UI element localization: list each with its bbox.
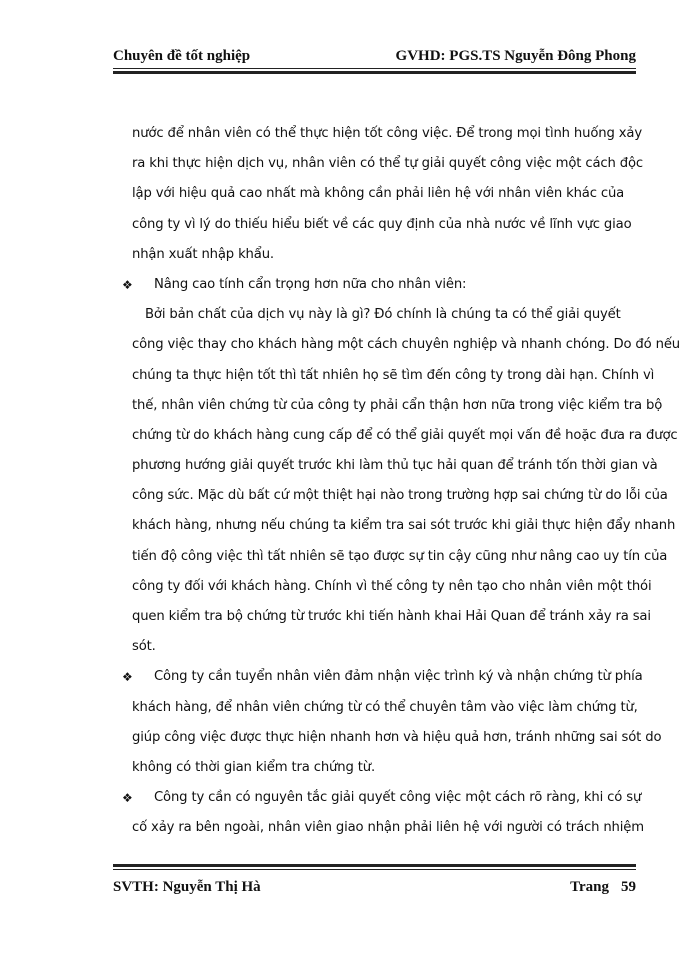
paragraph-line: công việc thay cho khách hàng một cách chuyên nghiệp và nhanh chóng. Do đó nếu [132,337,680,353]
body-line: ra khi thực hiện dịch vụ, nhân viên có thể tự giải quyết công việc một cách độc [132,156,643,172]
paragraph-line: Bởi bản chất của dịch vụ này là gì? Đó chính là chúng ta có thể giải quyết [145,307,621,323]
header-rule-thin [113,68,636,69]
bullet-continuation-line: không có thời gian kiểm tra chứng từ. [132,759,375,775]
bullet-continuation-line: giúp công việc được thực hiện nhanh hơn và hiệu quả hơn, tránh những sai sót do [132,729,662,745]
paragraph-line: công ty đối với khách hàng. Chính vì thế công ty nên tạo cho nhân viên một thói [132,578,652,594]
paragraph-line: thế, nhân viên chứng từ của công ty phải cẩn thận hơn nữa trong việc kiểm tra bộ [132,397,663,413]
bullet-item-3 [122,783,642,813]
bullet-text: Công ty cần tuyển nhân viên đảm nhận việc trình ký và nhận chứng từ phía [154,669,643,685]
footer-rule-thin [113,869,636,870]
header-title: Chuyên đề tốt nghiệp [113,48,251,64]
paragraph-line: sót. [132,639,156,655]
page-label: Trang [570,879,609,895]
footer-page [570,877,636,897]
body-line: nhận xuất nhập khẩu. [132,246,274,262]
paragraph-line: quen kiểm tra bộ chứng từ trước khi tiến hành khai Hải Quan để tránh xảy ra sai [132,609,651,624]
paragraph-line: khách hàng, nhưng nếu chúng ta kiểm tra sai sót trước khi giải thực hiện đẩy nhanh [132,518,676,534]
bullet-text: Nâng cao tính cẩn trọng hơn nữa cho nhân viên: [154,276,467,292]
body-line: công ty vì lý do thiếu hiểu biết về các quy định của nhà nước về lĩnh vực giao [132,216,632,232]
bullet-item-2 [122,662,643,692]
paragraph-line: chúng ta thực hiện tốt thì tất nhiên họ sẽ tìm đến công ty trong dài hạn. Chính vì [132,367,655,383]
bullet-continuation-line: cố xảy ra bên ngoài, nhân viên giao nhận phải liên hệ với người có trách nhiệm [132,820,644,836]
document-body [122,119,680,844]
footer-rule-thick [113,864,636,867]
diamond-bullet-icon: ❖ [122,277,133,292]
bullet-continuation-line: khách hàng, để nhân viên chứng từ có thể chuyên tâm vào việc làm chứng từ, [132,699,638,715]
page-number: 59 [621,879,636,895]
bullet-item-1 [122,270,640,300]
header-advisor: GVHD: PGS.TS Nguyễn Đông Phong [395,48,636,64]
page-footer [113,864,636,896]
header-rule-thick [113,71,636,74]
paragraph-line: phương hướng giải quyết trước khi làm thủ tục hải quan để tránh tốn thời gian và [132,458,658,474]
diamond-bullet-icon: ❖ [122,791,133,806]
paragraph-line: chứng từ do khách hàng cung cấp để có thể giải quyết mọi vấn đề hoặc đưa ra được [132,427,678,443]
paragraph-line: tiến độ công việc thì tất nhiên sẽ tạo được sự tin cậy cũng như nâng cao uy tín của [132,548,668,564]
diamond-bullet-icon: ❖ [122,670,133,685]
page-header [113,46,636,72]
body-line: lập với hiệu quả cao nhất mà không cần phải liên hệ với nhân viên khác của [132,186,625,202]
bullet-text: Công ty cần có nguyên tắc giải quyết công việc một cách rõ ràng, khi có sự [154,790,642,806]
footer-student: SVTH: Nguyễn Thị Hà [113,879,261,895]
body-line: nước để nhân viên có thể thực hiện tốt công việc. Để trong mọi tình huống xảy [132,126,642,141]
paragraph-line: công sức. Mặc dù bất cứ một thiệt hại nào trong trường hợp sai chứng từ do lỗi của [132,488,668,504]
